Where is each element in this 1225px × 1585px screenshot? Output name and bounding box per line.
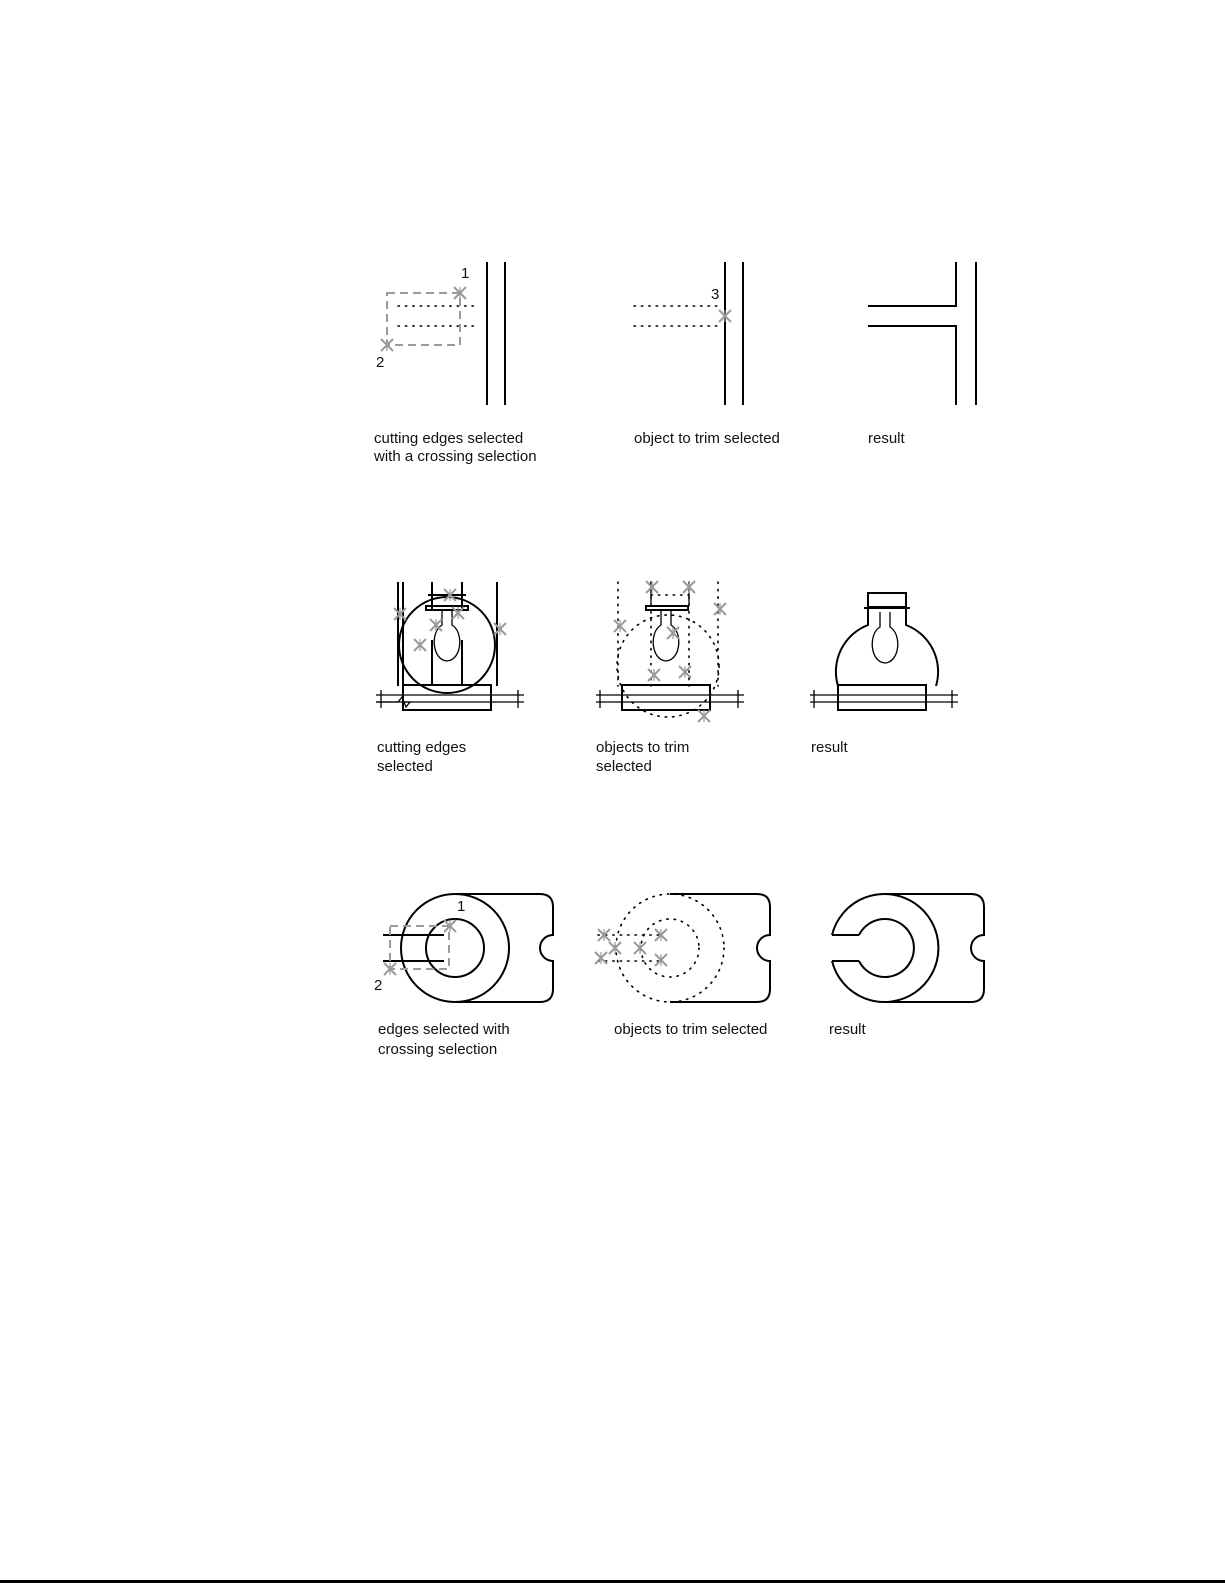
- row2-panel-a: [376, 582, 524, 710]
- pick-label-1: 1: [461, 265, 470, 282]
- row3-panel-b: [595, 894, 770, 1002]
- row1-panel-b: [634, 262, 743, 405]
- row2-caption-a-line1: cutting edges: [377, 739, 467, 756]
- row2-caption-a-line2: selected: [377, 758, 433, 775]
- row3-caption-a-line2: crossing selection: [378, 1041, 498, 1058]
- row2-panel-b: [596, 581, 744, 722]
- row2-caption-b-line2: selected: [596, 758, 652, 775]
- row3-caption-b: objects to trim selected: [614, 1021, 768, 1038]
- row3-pick-label-1: 1: [457, 898, 466, 915]
- row2-panel-c: [810, 593, 958, 710]
- row3-panel-a: [383, 894, 553, 1002]
- row1-caption-c: result: [868, 430, 905, 447]
- row3-caption-c: result: [829, 1021, 866, 1038]
- row1-caption-a-line2: with a crossing selection: [374, 448, 537, 465]
- row1-panel-c: [868, 262, 976, 405]
- row3-pick-label-2: 2: [374, 977, 383, 994]
- row1-caption-a-line1: cutting edges selected: [374, 430, 524, 447]
- pick-point-2-marker: [381, 339, 393, 351]
- row2-caption-c: result: [811, 739, 848, 756]
- page-bottom-rule: [0, 1580, 1225, 1583]
- pick-point-3-marker: [719, 310, 731, 322]
- row1-caption-b: object to trim selected: [634, 430, 780, 447]
- pick-label-2: 2: [376, 354, 385, 371]
- row3-caption-a-line1: edges selected with: [378, 1021, 510, 1038]
- row2-caption-b-line1: objects to trim: [596, 739, 690, 756]
- row3-panel-c: [832, 894, 984, 1002]
- row1-panel-a: [381, 262, 505, 405]
- pick-label-3: 3: [711, 286, 720, 303]
